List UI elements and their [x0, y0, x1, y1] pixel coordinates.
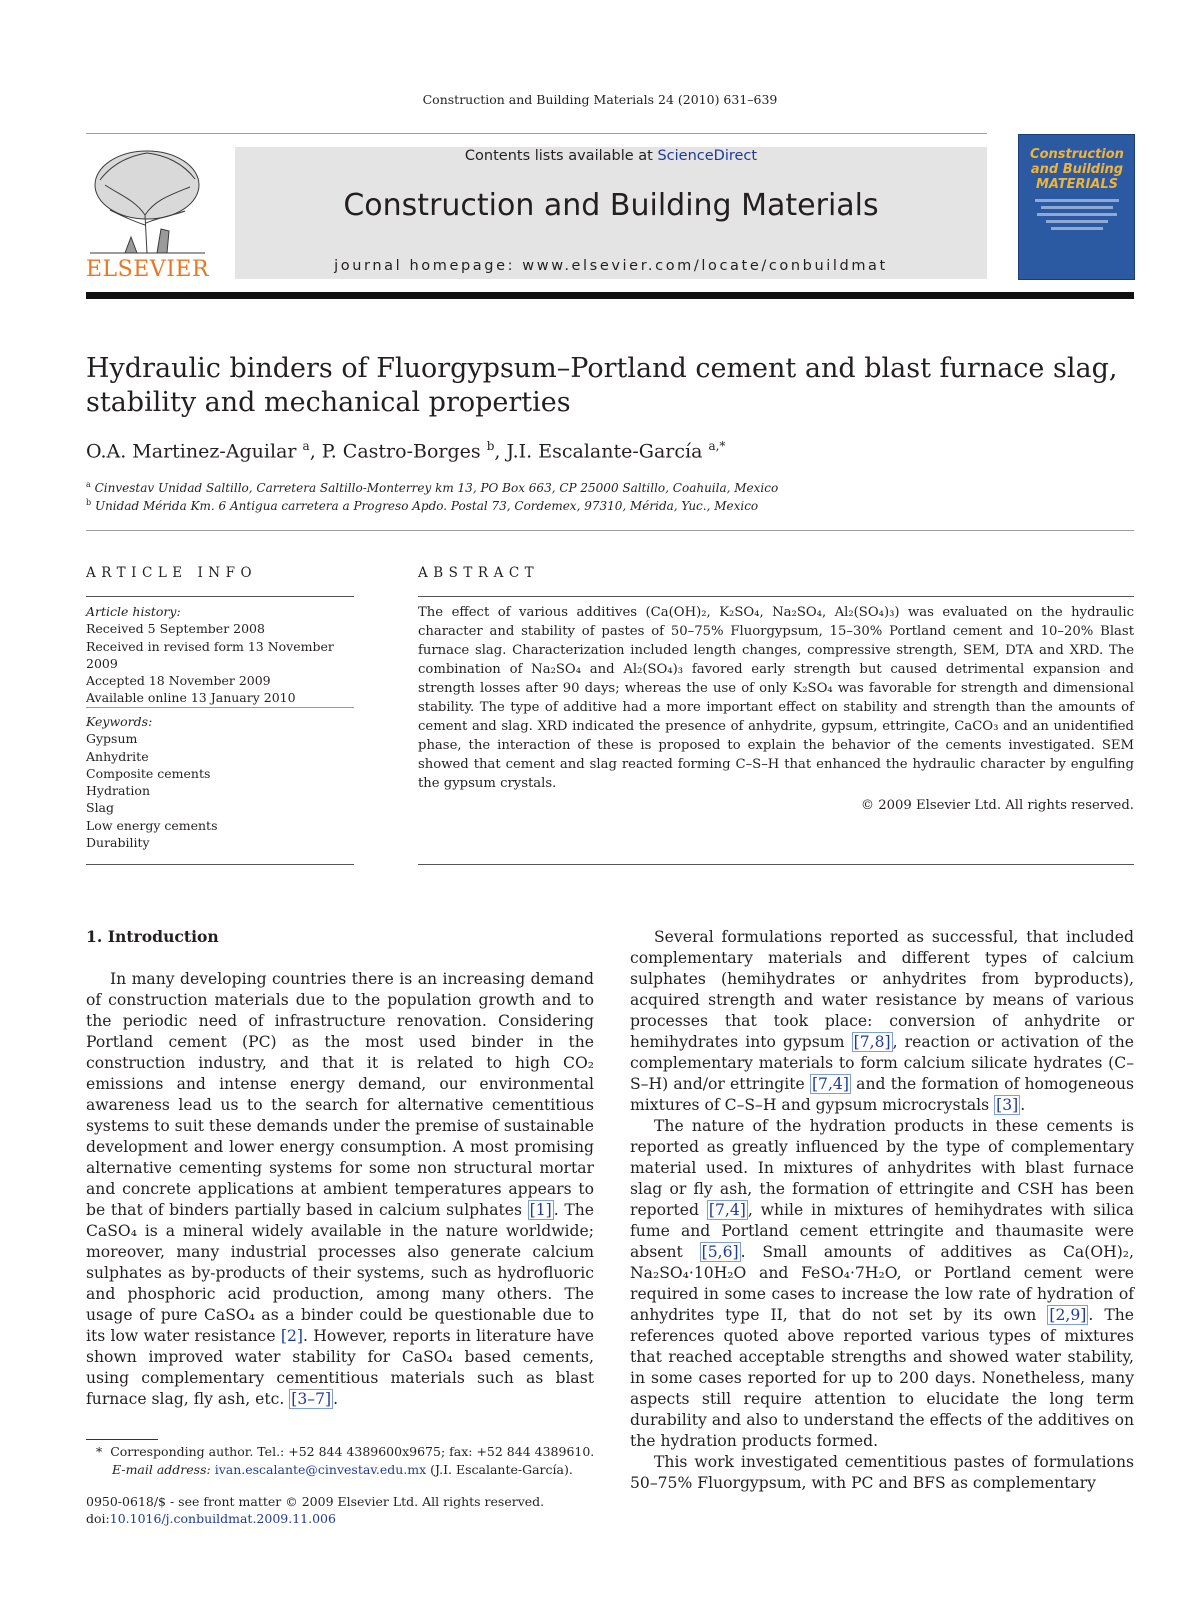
body-paragraph: This work investigated cementitious pastes of formulations 50–75% Fluorgypsum, with PC and BFS as complementary — [630, 1453, 1134, 1492]
body-column-right — [630, 927, 1134, 1494]
article-info-rule — [86, 596, 354, 597]
citation-link[interactable]: [7,4] — [811, 1075, 849, 1093]
author-list: O.A. Martinez-Aguilar $^a$, P. Castro-Borges $^b$, J.I. Escalante-García $^{a,*}$ — [86, 439, 726, 463]
title-block-rule — [86, 530, 1134, 531]
affiliation — [86, 480, 778, 495]
text-run: The nature of the hydration products in these cements is reported as greatly influenced by the type of complementary material used. In mixtures of anhydrites with blast furnace slag or fly ash, the formation of ettringite and CSH has been reported — [630, 1117, 1134, 1219]
history-item: Available online 13 January 2010 — [86, 690, 296, 706]
text-run: . The CaSO₄ is a mineral widely available in the nature worldwide; moreover, many industrial processes also generate calcium sulphates as by-products of their systems, such as hydrofluoric and phosphoric acid production, among many others. The usage of pure CaSO₄ as a binder could be questionable due to its low water resistance — [86, 1201, 594, 1345]
citation-link[interactable]: [2] — [280, 1327, 303, 1345]
citation-link[interactable]: [3–7] — [291, 1390, 332, 1408]
keyword: Gypsum — [86, 731, 138, 747]
author-name: J.I. Escalante-García — [506, 440, 703, 463]
history-label: Article history: — [86, 604, 181, 619]
text-run: . — [333, 1390, 339, 1408]
text-run: , while in mixtures of hemihydrates with silica fume and Portland cement ettringite and thaumasite were absent — [630, 1201, 1134, 1261]
footnote-marker: * — [96, 1444, 103, 1459]
keyword: Durability — [86, 835, 150, 851]
journal-name: Construction and Building Materials — [343, 188, 879, 223]
citation-link[interactable]: [7,4] — [708, 1201, 746, 1219]
citation-link[interactable]: [2,9] — [1049, 1306, 1087, 1324]
email-suffix: (J.I. Escalante-García). — [426, 1462, 573, 1477]
cover-title: Construction and Building MATERIALS — [1030, 147, 1124, 192]
keywords-block — [86, 713, 354, 851]
journal-cover-image — [1018, 134, 1135, 280]
doi-prefix: doi: — [86, 1511, 110, 1526]
history-item: Received 5 September 2008 — [86, 621, 265, 637]
elsevier-wordmark: ELSEVIER — [86, 257, 210, 282]
history-item: Received in revised form 13 November 2009 — [86, 638, 334, 671]
affiliation — [86, 498, 758, 513]
affiliation-mark: b — [86, 498, 92, 507]
author-name: O.A. Martinez-Aguilar — [86, 440, 297, 463]
text-run: . — [1020, 1096, 1026, 1114]
article-info-rule — [86, 707, 354, 708]
keyword: Hydration — [86, 783, 150, 799]
author-affiliation-mark: b — [486, 439, 495, 453]
citation-link[interactable]: [3] — [996, 1096, 1019, 1114]
keyword: Slag — [86, 800, 115, 816]
abstract-rule — [418, 864, 1134, 865]
abstract-rule — [418, 596, 1134, 597]
body-paragraph — [630, 1116, 1134, 1452]
text-run: , reaction or activation of the complementary materials to form calcium silicate hydrates (C–S–H) and/or ettringite — [630, 1033, 1134, 1093]
text-run: and the formation of homogeneous mixtures of C–S–H and gypsum microcrystals — [630, 1075, 1134, 1114]
author-affiliation-mark: a — [302, 439, 310, 453]
text-run: Several formulations reported as successful, that included complementary materials and different types of calcium sulphates (hemihydrates or anhydrites from byproducts), acquired strength and water resistance by means of various processes that took place: conversion of anhydrite or hemihydrates into gypsum — [630, 928, 1134, 1051]
issn-line: 0950-0618/$ - see front matter © 2009 Elsevier Ltd. All rights reserved. — [86, 1494, 545, 1509]
text-run: . Small amounts of additives as Ca(OH)₂, Na₂SO₄·10H₂O and FeSO₄·7H₂O, or Portland cement were required in some cases to increase the low rate of hydration of anhydrites type II, that do not set by its own — [630, 1243, 1134, 1324]
abstract-heading: ABSTRACT — [418, 565, 540, 581]
footnote-rule — [86, 1439, 158, 1440]
article-info-rule — [86, 864, 354, 865]
doi-link[interactable]: 10.1016/j.conbuildmat.2009.11.006 — [109, 1511, 336, 1526]
journal-citation: Construction and Building Materials 24 (2010) 631–639 — [422, 92, 778, 107]
body-paragraph — [86, 969, 594, 1410]
contents-line — [235, 148, 987, 164]
citation-link[interactable]: [5,6] — [701, 1243, 739, 1261]
body-paragraph — [630, 927, 1134, 1116]
article-info-heading: ARTICLE INFO — [86, 565, 258, 581]
header-thick-rule — [86, 292, 1134, 299]
abstract-copyright: © 2009 Elsevier Ltd. All rights reserved. — [860, 798, 1134, 813]
text-run: In many developing countries there is an increasing demand of construction materials due to the population growth and to the periodic need of infrastructure renovation. Considering Portland cement (PC) as the most used binder in the construction industry, and that it is related to high CO₂ emissions and intense energy demand, our environmental awareness lead us to the search for alternative cementitious systems to suit these demands under the premise of sustainable development and lower energy consumption. A most promising alternative cementing systems for some non structural mortar and concrete applications at ambient temperatures appears to be that of binders partially based in calcium sulphates — [86, 970, 595, 1219]
affiliation-text: Unidad Mérida Km. 6 Antigua carretera a Progreso Apdo. Postal 73, Cordemex, 97310, Mérida, Yuc., Mexico — [94, 499, 759, 513]
author-name: P. Castro-Borges — [321, 440, 481, 463]
keyword: Anhydrite — [86, 748, 149, 764]
keyword: Composite cements — [86, 765, 211, 781]
keywords-label: Keywords: — [86, 714, 153, 729]
affiliation-text: Cinvestav Unidad Saltillo, Carretera Saltillo-Monterrey km 13, PO Box 663, CP 25000 Saltillo, Coahuila, Mexico — [94, 481, 779, 495]
author-email-link[interactable]: ivan.escalante@cinvestav.edu.mx — [214, 1462, 427, 1477]
keyword: Low energy cements — [86, 817, 218, 833]
author-affiliation-mark[interactable]: a,* — [708, 439, 726, 453]
affiliation-mark: a — [86, 480, 91, 489]
journal-homepage[interactable]: journal homepage: www.elsevier.com/locate/conbuildmat — [334, 258, 888, 274]
issn-doi-block — [86, 1493, 544, 1527]
text-run: . The references quoted above reported various types of mixtures that reached acceptable strengths and showed water stability, in some cases reported for up to 200 days. Nonetheless, many aspects still require attention to elucidate the long term durability and also to understand the effects of the additives on the hydration products formed. — [630, 1306, 1134, 1450]
sciencedirect-link[interactable]: ScienceDirect — [657, 148, 758, 164]
section-heading: 1. Introduction — [86, 927, 219, 946]
contents-prefix: Contents lists available at — [464, 148, 658, 164]
header-top-rule — [86, 133, 987, 134]
article-history — [86, 603, 354, 707]
history-item: Accepted 18 November 2009 — [86, 673, 271, 689]
abstract-text: The effect of various additives (Ca(OH)₂, K₂SO₄, Na₂SO₄, Al₂(SO₄)₃) was evaluated on the hydraulic character and stability of pastes of 50–75% Fluorgypsum, 15–30% Portland cement and 10–20% Blast furnace slag. Characterization included length changes, compressive strength, SEM, DTA and XRD. The combination of Na₂SO₄ and Al₂(SO₄)₃ favored early strength but caused detrimental expansion and strength losses after 90 days; whereas the use of only K₂SO₄ was favorable for strength and dimensional stability. The type of additive had a more important effect on stability and strength than the amounts of cement and slag. XRD indicated the presence of anhydrite, gypsum, ettringite, CaCO₃ and an unidentified phase, the interaction of these is proposed to explain the behavior of the cements investigated. SEM showed that cement and slag reacted forming C–S–H that enhanced the hydraulic character by engulfing the gypsum crystals. — [418, 605, 1134, 791]
citation-link[interactable]: [1] — [529, 1201, 552, 1219]
corresponding-author-footnote — [86, 1443, 604, 1479]
citation-link[interactable]: [7,8] — [853, 1033, 891, 1051]
cover-subtitle-lines — [1025, 199, 1129, 234]
body-column-left — [86, 969, 594, 1410]
email-label: E-mail address: — [112, 1462, 215, 1477]
article-title: Hydraulic binders of Fluorgypsum–Portland cement and blast furnace slag, stability and mechanical properties — [86, 353, 1118, 418]
corresponding-author-text: Corresponding author. Tel.: +52 844 4389600x9675; fax: +52 844 4389610. — [110, 1444, 595, 1459]
text-run: . However, reports in literature have shown improved water stability for CaSO₄ based cements, using complementary cementitious materials such as blast furnace slag, fly ash, etc. — [86, 1327, 594, 1408]
